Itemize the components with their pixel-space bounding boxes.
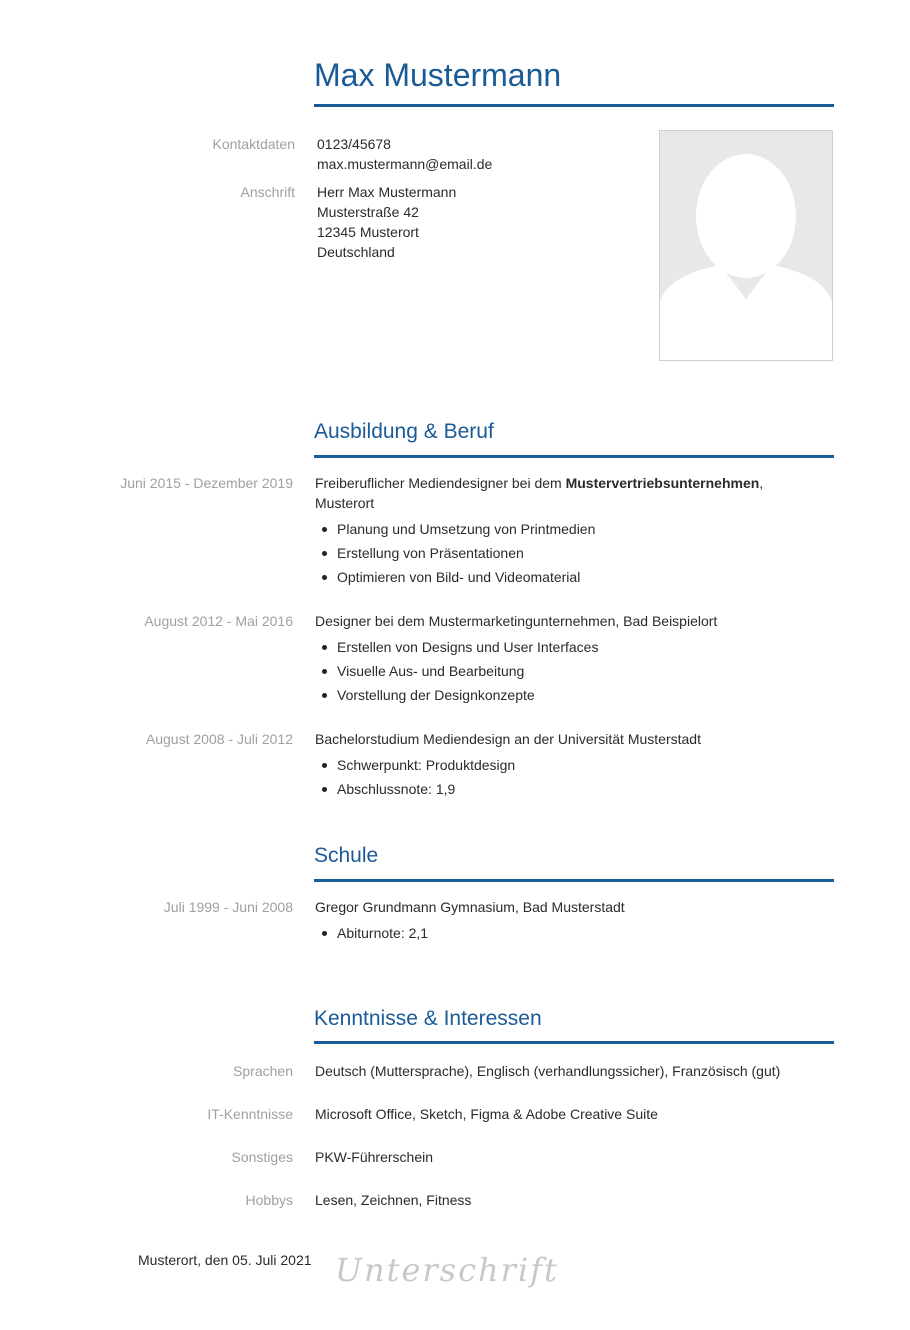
entry-bullet-list (315, 635, 815, 707)
phone-value: 0123/45678 (317, 136, 391, 152)
skill-label-it: IT-Kenntnisse (207, 1106, 293, 1122)
entry-heading-suffix: , Musterort (315, 475, 764, 511)
signature: Unterschrift (335, 1251, 559, 1289)
entry-heading-text: Freiberuflicher Mediendesigner bei dem (315, 475, 566, 491)
education-entry (315, 729, 815, 801)
entry-date: Juli 1999 - Juni 2008 (163, 899, 293, 915)
skill-value-hobbies: Lesen, Zeichnen, Fitness (315, 1192, 472, 1208)
skill-value-it: Microsoft Office, Sketch, Figma & Adobe Creative Suite (315, 1106, 658, 1122)
entry-date: August 2012 - Mai 2016 (144, 613, 293, 629)
profile-photo (659, 130, 833, 361)
email-value: max.mustermann@email.de (317, 156, 493, 172)
list-item: Abiturnote: 2,1 (337, 921, 815, 945)
entry-heading: Designer bei dem Mustermarketingunternehmen, Bad Beispielort (315, 613, 718, 629)
experience-entry (315, 473, 815, 589)
entry-bullet-list (315, 753, 815, 801)
experience-entry (315, 611, 815, 707)
entry-heading (315, 473, 815, 513)
address-line: Musterstraße 42 (317, 204, 419, 220)
place-date: Musterort, den 05. Juli 2021 (138, 1252, 312, 1268)
school-entry (315, 897, 815, 945)
skill-value-other: PKW-Führerschein (315, 1149, 434, 1165)
skill-label-hobbies: Hobbys (245, 1192, 293, 1208)
section-divider (314, 1041, 834, 1044)
skill-value-languages: Deutsch (Muttersprache), Englisch (verhandlungssicher), Französisch (gut) (315, 1063, 781, 1079)
address-line: 12345 Musterort (317, 224, 419, 240)
page-title: Max Mustermann (314, 57, 562, 93)
section-divider (314, 879, 834, 882)
address-label: Anschrift (240, 184, 295, 200)
list-item: Vorstellung der Designkonzepte (337, 683, 815, 707)
entry-date: August 2008 - Juli 2012 (145, 731, 293, 747)
list-item: Erstellung von Präsentationen (337, 541, 815, 565)
address-line: Deutschland (317, 244, 395, 260)
section-title-school: Schule (314, 844, 379, 867)
entry-bullet-list (315, 517, 815, 589)
contact-label: Kontaktdaten (212, 136, 295, 152)
list-item: Planung und Umsetzung von Printmedien (337, 517, 815, 541)
list-item: Visuelle Aus- und Bearbeitung (337, 659, 815, 683)
entry-date: Juni 2015 - Dezember 2019 (120, 475, 293, 491)
section-title-education-work: Ausbildung & Beruf (314, 420, 494, 443)
entry-heading: Bachelorstudium Mediendesign an der Universität Musterstadt (315, 731, 701, 747)
skill-label-languages: Sprachen (233, 1063, 293, 1079)
list-item: Abschlussnote: 1,9 (337, 777, 815, 801)
list-item: Schwerpunkt: Produktdesign (337, 753, 815, 777)
section-divider (314, 455, 834, 458)
employer-name: Mustervertriebsunternehmen (565, 475, 760, 491)
entry-bullet-list (315, 921, 815, 945)
section-title-skills: Kenntnisse & Interessen (314, 1007, 542, 1030)
list-item: Optimieren von Bild- und Videomaterial (337, 565, 815, 589)
entry-heading: Gregor Grundmann Gymnasium, Bad Musterstadt (315, 899, 625, 915)
title-divider (314, 104, 834, 107)
person-silhouette-icon (660, 131, 832, 360)
address-line: Herr Max Mustermann (317, 184, 457, 200)
skill-label-other: Sonstiges (231, 1149, 293, 1165)
list-item: Erstellen von Designs und User Interfaces (337, 635, 815, 659)
